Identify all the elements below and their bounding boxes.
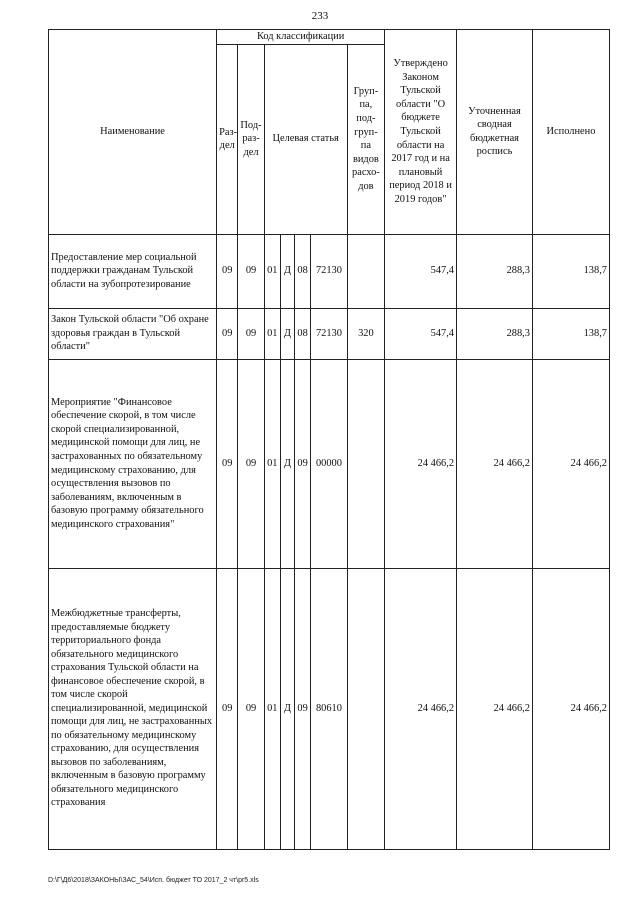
table-body [49,234,610,849]
row-target-program: 01 [264,568,280,849]
row-approved: 547,4 [385,308,457,359]
row-expense-group [347,568,384,849]
table-row [49,568,610,849]
table-header [49,30,610,235]
row-subsection: 09 [238,308,264,359]
row-section: 09 [217,568,238,849]
row-name: Закон Тульской области "Об охране здоровья граждан в Тульской области" [49,308,217,359]
row-target-direction: 72130 [311,308,347,359]
row-target-subprogram: Д [280,308,294,359]
row-expense-group [347,234,384,308]
row-target-event: 09 [295,568,311,849]
table-row [49,359,610,568]
row-section: 09 [217,359,238,568]
row-executed: 138,7 [532,234,609,308]
row-name: Межбюджетные трансферты, предоставляемые бюджету территориального фонда обязательного медицинского страхования Тульской области на финансовое обеспечение скорой, в том числе скорой специализированной, медицинской помощи для лиц, не застрахованных по обязательному медицинскому страхованию, для осуществления вызовов по заболеваниям, включенным в базовую программу обязательного медицинского страхования [49,568,217,849]
row-section: 09 [217,308,238,359]
row-target-program: 01 [264,234,280,308]
row-target-event: 08 [295,234,311,308]
row-refined: 24 466,2 [457,568,533,849]
row-executed: 138,7 [532,308,609,359]
budget-table [48,29,610,850]
table-row [49,308,610,359]
row-target-program: 01 [264,308,280,359]
page-number: 233 [311,10,329,22]
row-approved: 24 466,2 [385,359,457,568]
row-subsection: 09 [238,359,264,568]
row-target-subprogram: Д [280,234,294,308]
row-executed: 24 466,2 [532,568,609,849]
row-expense-group: 320 [347,308,384,359]
row-target-direction: 00000 [311,359,347,568]
header-section: Раз- дел [217,44,238,234]
row-refined: 288,3 [457,234,533,308]
row-target-direction: 72130 [311,234,347,308]
header-target-article: Целевая статья [264,44,347,234]
row-subsection: 09 [238,568,264,849]
header-approved: Утверждено Законом Тульской области "О бюджете Тульской области на 2017 год и на плановый период 2018 и 2019 годов" [385,30,457,235]
header-refined: Уточненная сводная бюджетная роспись [457,30,533,235]
row-section: 09 [217,234,238,308]
row-executed: 24 466,2 [532,359,609,568]
row-approved: 24 466,2 [385,568,457,849]
row-approved: 547,4 [385,234,457,308]
row-expense-group [347,359,384,568]
table-row [49,234,610,308]
row-target-event: 08 [295,308,311,359]
row-target-event: 09 [295,359,311,568]
header-subsection: Под- раз- дел [238,44,264,234]
header-name: Наименование [49,30,217,235]
row-refined: 288,3 [457,308,533,359]
row-subsection: 09 [238,234,264,308]
row-target-subprogram: Д [280,359,294,568]
row-target-program: 01 [264,359,280,568]
row-target-subprogram: Д [280,568,294,849]
row-target-direction: 80610 [311,568,347,849]
header-executed: Исполнено [532,30,609,235]
header-expense-group: Груп- па, под- груп- па видов расхо- дов [347,44,384,234]
row-refined: 24 466,2 [457,359,533,568]
file-path-footer: D:\Г\Д6\2018\ЗАКОНЫ\ЗАС_54\Исп. бюджет ТО 2017_2 чт\pr5.xls [48,877,259,884]
header-classification-code: Код классификации [217,30,385,45]
row-name: Предоставление мер социальной поддержки гражданам Тульской области на зубопротезирование [49,234,217,308]
row-name: Мероприятие "Финансовое обеспечение скорой, в том числе скорой специализированной, медицинской помощи для лиц, не застрахованных по обязательному медицинскому страхованию, для осуществления вызовов по заболеваниям, включенным в базовую программу обязательного медицинского страхования" [49,359,217,568]
